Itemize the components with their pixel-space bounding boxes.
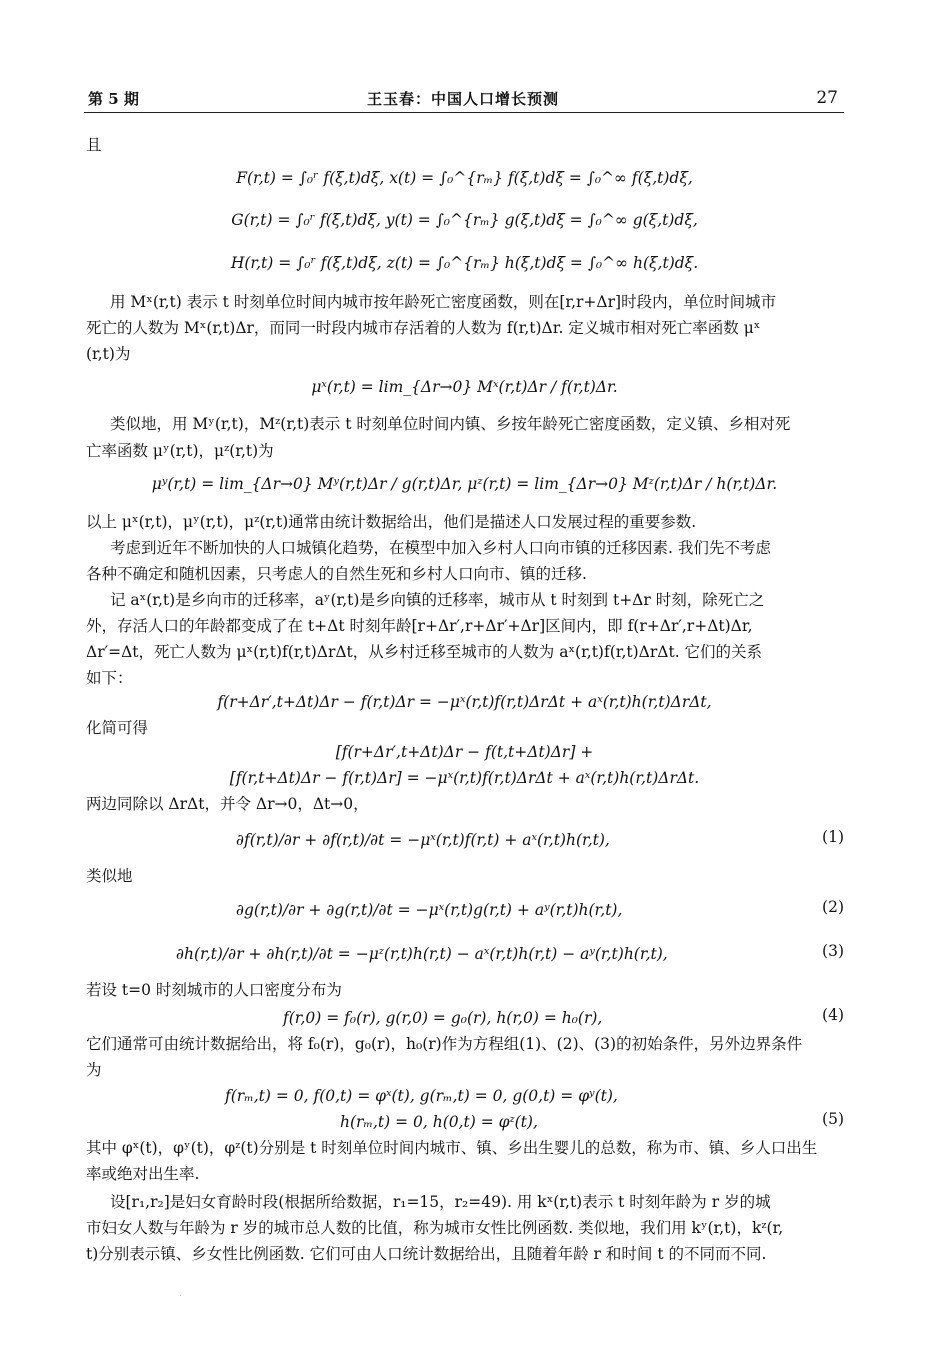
- equation-1-number: (1): [822, 828, 844, 846]
- equation-5-number: (5): [822, 1110, 844, 1128]
- paragraph-3: 以上 μˣ(r,t)，μʸ(r,t)，μᶻ(r,t)通常由统计数据给出，他们是描述人口发展过程的重要参数.: [86, 513, 697, 531]
- equation-4-number: (4): [822, 1006, 844, 1024]
- paragraph-5-line-1: 记 aˣ(r,t)是乡向市的迁移率，aʸ(r,t)是乡向镇的迁移率，城市从 t 时刻到 t+Δr 时刻，除死亡之: [110, 591, 765, 609]
- paragraph-1-line-1: 用 Mˣ(r,t) 表示 t 时刻单位时间内城市按年龄死亡密度函数，则在[r,r+Δr]时段内，单位时间城市: [110, 293, 777, 311]
- equation-3: ∂h(r,t)/∂r + ∂h(r,t)/∂t = −μᶻ(r,t)h(r,t) − aˣ(r,t)h(r,t) − aʸ(r,t)h(r,t),: [176, 945, 668, 963]
- paragraph-5-line-3: Δr′=Δt，死亡人数为 μˣ(r,t)f(r,t)ΔrΔt，从乡村迁移至城市的人数为 aˣ(r,t)f(r,t)ΔrΔt. 它们的关系: [86, 643, 763, 661]
- paragraph-12-line-1: 设[r₁,r₂]是妇女育龄时段(根据所给数据，r₁=15，r₂=49). 用 kˣ(r,t)表示 t 时刻年龄为 r 岁的城: [110, 1193, 771, 1211]
- paragraph-12-line-2: 市妇女人数与年龄为 r 岁的城市总人数的比值，称为城市女性比例函数. 类似地，我们用 kʸ(r,t)，kᶻ(r,: [86, 1219, 784, 1237]
- page-number: 27: [816, 88, 838, 108]
- header-rule: [84, 112, 844, 113]
- paragraph-9: 若设 t=0 时刻城市的人口密度分布为: [86, 981, 342, 999]
- paragraph-4-line-1: 考虑到近年不断加快的人口城镇化趋势，在模型中加入乡村人口向市镇的迁移因素. 我们先不考虑: [110, 539, 771, 557]
- equation-balance: f(r+Δr′,t+Δt)Δr − f(r,t)Δr = −μˣ(r,t)f(r,t)ΔrΔt + aˣ(r,t)h(r,t)ΔrΔt,: [217, 693, 712, 711]
- equation-1: ∂f(r,t)/∂r + ∂f(r,t)/∂t = −μˣ(r,t)f(r,t) + aˣ(r,t)h(r,t),: [236, 831, 610, 849]
- paragraph-12-line-3: t)分别表示镇、乡女性比例函数. 它们可由人口统计数据给出，且随着年龄 r 和时间 t 的不同而不同.: [86, 1245, 767, 1263]
- equation-5-line-1: f(rₘ,t) = 0, f(0,t) = φˣ(t), g(rₘ,t) = 0, g(0,t) = φʸ(t),: [225, 1087, 618, 1105]
- paragraph-2-line-1: 类似地，用 Mʸ(r,t)，Mᶻ(r,t)表示 t 时刻单位时间内镇、乡按年龄死亡密度函数，定义镇、乡相对死: [110, 415, 791, 433]
- paragraph-5-line-2: 外，存活人口的年龄都变成了在 t+Δt 时刻年龄[r+Δr′,r+Δr′+Δr]区间内，即 f(r+Δr′,r+Δt)Δr,: [86, 617, 753, 635]
- issue-label: 第 5 期: [88, 90, 139, 108]
- running-header: [88, 88, 838, 112]
- paragraph-10-line-2: 为: [86, 1061, 102, 1079]
- paragraph-4-line-2: 各种不确定和随机因素，只考虑人的自然生死和乡村人口向市、镇的迁移.: [86, 565, 587, 583]
- paragraph-1-line-3: (r,t)为: [86, 345, 131, 363]
- paragraph-1-line-2: 死亡的人数为 Mˣ(r,t)Δr，而同一时段内城市存活着的人数为 f(r,t)Δr. 定义城市相对死亡率函数 μˣ: [86, 319, 761, 337]
- equation-5-line-2: h(rₘ,t) = 0, h(0,t) = φᶻ(t),: [340, 1113, 538, 1131]
- paragraph-2-line-2: 亡率函数 μʸ(r,t)，μᶻ(r,t)为: [86, 442, 274, 460]
- paragraph-6: 化简可得: [86, 719, 149, 737]
- paragraph-11-line-1: 其中 φˣ(t)，φʸ(t)，φᶻ(t)分别是 t 时刻单位时间内城市、镇、乡出生婴儿的总数，称为市、镇、乡人口出生: [86, 1139, 818, 1157]
- paragraph-5-line-4: 如下：: [86, 669, 133, 687]
- equation-2: ∂g(r,t)/∂r + ∂g(r,t)/∂t = −μˣ(r,t)g(r,t) + aʸ(r,t)h(r,t),: [236, 901, 623, 919]
- paragraph-10-line-1: 它们通常可由统计数据给出，将 f₀(r)，g₀(r)，h₀(r)作为方程组(1)、(2)、(3)的初始条件，另外边界条件: [86, 1035, 803, 1053]
- equation-def-F: F(r,t) = ∫₀ʳ f(ξ,t)dξ, x(t) = ∫₀^{rₘ} f(ξ,t)dξ = ∫₀^∞ f(ξ,t)dξ,: [236, 169, 693, 187]
- equation-3-number: (3): [822, 942, 844, 960]
- equation-def-G: G(r,t) = ∫₀ʳ f(ξ,t)dξ, y(t) = ∫₀^{rₘ} g(ξ,t)dξ = ∫₀^∞ g(ξ,t)dξ,: [231, 211, 698, 229]
- equation-mu-y-z: μʸ(r,t) = lim_{Δr→0} Mʸ(r,t)Δr / g(r,t)Δr, μᶻ(r,t) = lim_{Δr→0} Mᶻ(r,t)Δr / h(r,t)Δr.: [151, 475, 778, 493]
- equation-4: f(r,0) = f₀(r), g(r,0) = g₀(r), h(r,0) = h₀(r),: [283, 1009, 603, 1027]
- equation-2-number: (2): [822, 898, 844, 916]
- equation-simplified-2: [f(r,t+Δt)Δr − f(r,t)Δr] = −μˣ(r,t)f(r,t)ΔrΔt + aˣ(r,t)h(r,t)ΔrΔt.: [229, 769, 700, 787]
- equation-mu-x: μˣ(r,t) = lim_{Δr→0} Mˣ(r,t)Δr / f(r,t)Δr.: [311, 378, 618, 396]
- paragraph-8: 类似地: [86, 867, 133, 885]
- equation-def-H: H(r,t) = ∫₀ʳ f(ξ,t)dξ, z(t) = ∫₀^{rₘ} h(ξ,t)dξ = ∫₀^∞ h(ξ,t)dξ.: [230, 254, 699, 272]
- equation-simplified-1: [f(r+Δr′,t+Δt)Δr − f(t,t+Δt)Δr] +: [335, 743, 594, 761]
- running-title: 王玉春：中国人口增长预测: [366, 90, 559, 108]
- paragraph-7: 两边同除以 ΔrΔt，并令 Δr→0，Δt→0，: [86, 795, 369, 813]
- paragraph-qie: 且: [86, 136, 102, 154]
- scan-speck: [180, 1295, 181, 1296]
- paragraph-11-line-2: 率或绝对出生率.: [86, 1165, 200, 1183]
